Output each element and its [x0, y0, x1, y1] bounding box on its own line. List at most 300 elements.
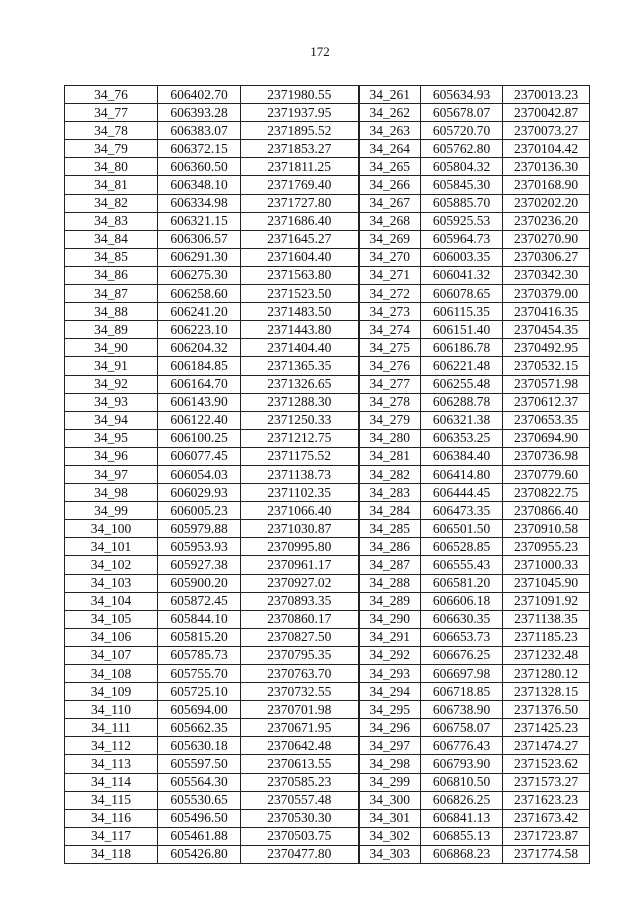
x-coordinate-cell: 606143.90 — [158, 393, 241, 411]
y-coordinate-cell: 2370642.48 — [241, 737, 359, 755]
y-coordinate-cell: 2371280.12 — [503, 665, 590, 683]
x-coordinate-cell: 606041.32 — [421, 266, 503, 284]
y-coordinate-cell: 2370042.87 — [503, 104, 590, 122]
point-id-cell: 34_282 — [359, 465, 421, 483]
y-coordinate-cell: 2370822.75 — [503, 484, 590, 502]
x-coordinate-cell: 606810.50 — [421, 773, 503, 791]
y-coordinate-cell: 2371232.48 — [503, 646, 590, 664]
y-coordinate-cell: 2370613.55 — [241, 755, 359, 773]
x-coordinate-cell: 606221.48 — [421, 357, 503, 375]
y-coordinate-cell: 2371288.30 — [241, 393, 359, 411]
y-coordinate-cell: 2371138.35 — [503, 610, 590, 628]
y-coordinate-cell: 2371404.40 — [241, 339, 359, 357]
x-coordinate-cell: 606321.15 — [158, 212, 241, 230]
y-coordinate-cell: 2371980.55 — [241, 86, 359, 104]
point-id-cell: 34_89 — [65, 321, 158, 339]
x-coordinate-cell: 605964.73 — [421, 230, 503, 248]
x-coordinate-cell: 605755.70 — [158, 665, 241, 683]
point-id-cell: 34_93 — [65, 393, 158, 411]
x-coordinate-cell: 606868.23 — [421, 845, 503, 863]
x-coordinate-cell: 606321.38 — [421, 411, 503, 429]
x-coordinate-cell: 605720.70 — [421, 122, 503, 140]
y-coordinate-cell: 2370571.98 — [503, 375, 590, 393]
x-coordinate-cell: 606697.98 — [421, 665, 503, 683]
table-row — [65, 773, 590, 791]
x-coordinate-cell: 606393.28 — [158, 104, 241, 122]
table-row — [65, 719, 590, 737]
x-coordinate-cell: 606054.03 — [158, 465, 241, 483]
y-coordinate-cell: 2371483.50 — [241, 303, 359, 321]
point-id-cell: 34_102 — [65, 556, 158, 574]
point-id-cell: 34_288 — [359, 574, 421, 592]
y-coordinate-cell: 2370795.35 — [241, 646, 359, 664]
table-row — [65, 86, 590, 104]
y-coordinate-cell: 2370866.40 — [503, 502, 590, 520]
point-id-cell: 34_103 — [65, 574, 158, 592]
x-coordinate-cell: 606186.78 — [421, 339, 503, 357]
y-coordinate-cell: 2371523.62 — [503, 755, 590, 773]
x-coordinate-cell: 606841.13 — [421, 809, 503, 827]
y-coordinate-cell: 2371328.15 — [503, 683, 590, 701]
x-coordinate-cell: 605844.10 — [158, 610, 241, 628]
point-id-cell: 34_297 — [359, 737, 421, 755]
x-coordinate-cell: 606473.35 — [421, 502, 503, 520]
y-coordinate-cell: 2370893.35 — [241, 592, 359, 610]
y-coordinate-cell: 2370827.50 — [241, 628, 359, 646]
y-coordinate-cell: 2371573.27 — [503, 773, 590, 791]
table-row — [65, 610, 590, 628]
x-coordinate-cell: 605900.20 — [158, 574, 241, 592]
x-coordinate-cell: 606122.40 — [158, 411, 241, 429]
x-coordinate-cell: 606078.65 — [421, 285, 503, 303]
x-coordinate-cell: 606255.48 — [421, 375, 503, 393]
point-id-cell: 34_266 — [359, 176, 421, 194]
point-id-cell: 34_272 — [359, 285, 421, 303]
point-id-cell: 34_91 — [65, 357, 158, 375]
x-coordinate-cell: 606414.80 — [421, 465, 503, 483]
y-coordinate-cell: 2371769.40 — [241, 176, 359, 194]
x-coordinate-cell: 606383.07 — [158, 122, 241, 140]
point-id-cell: 34_114 — [65, 773, 158, 791]
point-id-cell: 34_81 — [65, 176, 158, 194]
point-id-cell: 34_100 — [65, 520, 158, 538]
point-id-cell: 34_278 — [359, 393, 421, 411]
y-coordinate-cell: 2371250.33 — [241, 411, 359, 429]
table-row — [65, 104, 590, 122]
y-coordinate-cell: 2370202.20 — [503, 194, 590, 212]
table-row — [65, 502, 590, 520]
point-id-cell: 34_271 — [359, 266, 421, 284]
y-coordinate-cell: 2370653.35 — [503, 411, 590, 429]
x-coordinate-cell: 606444.45 — [421, 484, 503, 502]
y-coordinate-cell: 2370910.58 — [503, 520, 590, 538]
x-coordinate-cell: 605979.88 — [158, 520, 241, 538]
x-coordinate-cell: 606151.40 — [421, 321, 503, 339]
table-row — [65, 176, 590, 194]
y-coordinate-cell: 2370701.98 — [241, 701, 359, 719]
x-coordinate-cell: 606653.73 — [421, 628, 503, 646]
point-id-cell: 34_268 — [359, 212, 421, 230]
table-row — [65, 592, 590, 610]
point-id-cell: 34_280 — [359, 429, 421, 447]
x-coordinate-cell: 606855.13 — [421, 827, 503, 845]
y-coordinate-cell: 2371774.58 — [503, 845, 590, 863]
table-row — [65, 845, 590, 863]
y-coordinate-cell: 2371045.90 — [503, 574, 590, 592]
y-coordinate-cell: 2371727.80 — [241, 194, 359, 212]
y-coordinate-cell: 2370236.20 — [503, 212, 590, 230]
x-coordinate-cell: 606334.98 — [158, 194, 241, 212]
y-coordinate-cell: 2371604.40 — [241, 248, 359, 266]
point-id-cell: 34_95 — [65, 429, 158, 447]
y-coordinate-cell: 2371673.42 — [503, 809, 590, 827]
point-id-cell: 34_77 — [65, 104, 158, 122]
table-row — [65, 465, 590, 483]
point-id-cell: 34_90 — [65, 339, 158, 357]
table-row — [65, 484, 590, 502]
x-coordinate-cell: 606005.23 — [158, 502, 241, 520]
point-id-cell: 34_106 — [65, 628, 158, 646]
table-row — [65, 447, 590, 465]
point-id-cell: 34_86 — [65, 266, 158, 284]
point-id-cell: 34_270 — [359, 248, 421, 266]
x-coordinate-cell: 606223.10 — [158, 321, 241, 339]
x-coordinate-cell: 606384.40 — [421, 447, 503, 465]
y-coordinate-cell: 2370503.75 — [241, 827, 359, 845]
y-coordinate-cell: 2370073.27 — [503, 122, 590, 140]
y-coordinate-cell: 2371326.65 — [241, 375, 359, 393]
y-coordinate-cell: 2371212.75 — [241, 429, 359, 447]
point-id-cell: 34_105 — [65, 610, 158, 628]
y-coordinate-cell: 2370995.80 — [241, 538, 359, 556]
x-coordinate-cell: 605953.93 — [158, 538, 241, 556]
y-coordinate-cell: 2371523.50 — [241, 285, 359, 303]
point-id-cell: 34_118 — [65, 845, 158, 863]
point-id-cell: 34_113 — [65, 755, 158, 773]
y-coordinate-cell: 2371723.87 — [503, 827, 590, 845]
y-coordinate-cell: 2370136.30 — [503, 158, 590, 176]
x-coordinate-cell: 605804.32 — [421, 158, 503, 176]
x-coordinate-cell: 605845.30 — [421, 176, 503, 194]
point-id-cell: 34_99 — [65, 502, 158, 520]
point-id-cell: 34_263 — [359, 122, 421, 140]
point-id-cell: 34_115 — [65, 791, 158, 809]
table-row — [65, 194, 590, 212]
table-row — [65, 538, 590, 556]
y-coordinate-cell: 2370955.23 — [503, 538, 590, 556]
x-coordinate-cell: 606758.07 — [421, 719, 503, 737]
point-id-cell: 34_78 — [65, 122, 158, 140]
x-coordinate-cell: 606555.43 — [421, 556, 503, 574]
y-coordinate-cell: 2370342.30 — [503, 266, 590, 284]
point-id-cell: 34_302 — [359, 827, 421, 845]
point-id-cell: 34_261 — [359, 86, 421, 104]
table-row — [65, 122, 590, 140]
x-coordinate-cell: 605785.73 — [158, 646, 241, 664]
y-coordinate-cell: 2370270.90 — [503, 230, 590, 248]
y-coordinate-cell: 2370477.80 — [241, 845, 359, 863]
point-id-cell: 34_283 — [359, 484, 421, 502]
x-coordinate-cell: 606353.25 — [421, 429, 503, 447]
y-coordinate-cell: 2371030.87 — [241, 520, 359, 538]
x-coordinate-cell: 606826.25 — [421, 791, 503, 809]
x-coordinate-cell: 605461.88 — [158, 827, 241, 845]
point-id-cell: 34_290 — [359, 610, 421, 628]
y-coordinate-cell: 2370104.42 — [503, 140, 590, 158]
table-row — [65, 827, 590, 845]
y-coordinate-cell: 2370530.30 — [241, 809, 359, 827]
y-coordinate-cell: 2371425.23 — [503, 719, 590, 737]
y-coordinate-cell: 2371091.92 — [503, 592, 590, 610]
point-id-cell: 34_117 — [65, 827, 158, 845]
point-id-cell: 34_275 — [359, 339, 421, 357]
x-coordinate-cell: 606402.70 — [158, 86, 241, 104]
x-coordinate-cell: 606241.20 — [158, 303, 241, 321]
point-id-cell: 34_76 — [65, 86, 158, 104]
x-coordinate-cell: 606528.85 — [421, 538, 503, 556]
x-coordinate-cell: 605927.38 — [158, 556, 241, 574]
x-coordinate-cell: 606776.43 — [421, 737, 503, 755]
x-coordinate-cell: 606077.45 — [158, 447, 241, 465]
point-id-cell: 34_269 — [359, 230, 421, 248]
x-coordinate-cell: 605815.20 — [158, 628, 241, 646]
y-coordinate-cell: 2370763.70 — [241, 665, 359, 683]
x-coordinate-cell: 606164.70 — [158, 375, 241, 393]
point-id-cell: 34_291 — [359, 628, 421, 646]
x-coordinate-cell: 606100.25 — [158, 429, 241, 447]
x-coordinate-cell: 606606.18 — [421, 592, 503, 610]
point-id-cell: 34_273 — [359, 303, 421, 321]
table-row — [65, 339, 590, 357]
y-coordinate-cell: 2370732.55 — [241, 683, 359, 701]
y-coordinate-cell: 2370454.35 — [503, 321, 590, 339]
y-coordinate-cell: 2371365.35 — [241, 357, 359, 375]
x-coordinate-cell: 605426.80 — [158, 845, 241, 863]
y-coordinate-cell: 2370585.23 — [241, 773, 359, 791]
y-coordinate-cell: 2370927.02 — [241, 574, 359, 592]
point-id-cell: 34_286 — [359, 538, 421, 556]
x-coordinate-cell: 605496.50 — [158, 809, 241, 827]
y-coordinate-cell: 2370694.90 — [503, 429, 590, 447]
y-coordinate-cell: 2371623.23 — [503, 791, 590, 809]
point-id-cell: 34_274 — [359, 321, 421, 339]
table-row — [65, 230, 590, 248]
x-coordinate-cell: 605564.30 — [158, 773, 241, 791]
x-coordinate-cell: 605872.45 — [158, 592, 241, 610]
point-id-cell: 34_101 — [65, 538, 158, 556]
point-id-cell: 34_109 — [65, 683, 158, 701]
point-id-cell: 34_294 — [359, 683, 421, 701]
coordinates-table — [64, 85, 590, 864]
y-coordinate-cell: 2371138.73 — [241, 465, 359, 483]
y-coordinate-cell: 2370671.95 — [241, 719, 359, 737]
x-coordinate-cell: 605597.50 — [158, 755, 241, 773]
y-coordinate-cell: 2370736.98 — [503, 447, 590, 465]
table-row — [65, 411, 590, 429]
point-id-cell: 34_265 — [359, 158, 421, 176]
x-coordinate-cell: 606581.20 — [421, 574, 503, 592]
y-coordinate-cell: 2370306.27 — [503, 248, 590, 266]
y-coordinate-cell: 2371686.40 — [241, 212, 359, 230]
table-row — [65, 755, 590, 773]
point-id-cell: 34_289 — [359, 592, 421, 610]
table-row — [65, 737, 590, 755]
x-coordinate-cell: 606360.50 — [158, 158, 241, 176]
table-row — [65, 375, 590, 393]
table-row — [65, 683, 590, 701]
point-id-cell: 34_300 — [359, 791, 421, 809]
point-id-cell: 34_84 — [65, 230, 158, 248]
point-id-cell: 34_262 — [359, 104, 421, 122]
table-row — [65, 665, 590, 683]
point-id-cell: 34_111 — [65, 719, 158, 737]
y-coordinate-cell: 2370612.37 — [503, 393, 590, 411]
point-id-cell: 34_303 — [359, 845, 421, 863]
point-id-cell: 34_293 — [359, 665, 421, 683]
table-row — [65, 646, 590, 664]
x-coordinate-cell: 605925.53 — [421, 212, 503, 230]
y-coordinate-cell: 2370779.60 — [503, 465, 590, 483]
x-coordinate-cell: 606204.32 — [158, 339, 241, 357]
point-id-cell: 34_287 — [359, 556, 421, 574]
y-coordinate-cell: 2371000.33 — [503, 556, 590, 574]
y-coordinate-cell: 2370557.48 — [241, 791, 359, 809]
x-coordinate-cell: 606372.15 — [158, 140, 241, 158]
table-row — [65, 574, 590, 592]
table-row — [65, 321, 590, 339]
point-id-cell: 34_279 — [359, 411, 421, 429]
point-id-cell: 34_299 — [359, 773, 421, 791]
x-coordinate-cell: 606718.85 — [421, 683, 503, 701]
point-id-cell: 34_296 — [359, 719, 421, 737]
y-coordinate-cell: 2370492.95 — [503, 339, 590, 357]
point-id-cell: 34_97 — [65, 465, 158, 483]
y-coordinate-cell: 2370013.23 — [503, 86, 590, 104]
y-coordinate-cell: 2371853.27 — [241, 140, 359, 158]
y-coordinate-cell: 2370961.17 — [241, 556, 359, 574]
x-coordinate-cell: 606258.60 — [158, 285, 241, 303]
point-id-cell: 34_80 — [65, 158, 158, 176]
x-coordinate-cell: 606115.35 — [421, 303, 503, 321]
x-coordinate-cell: 605694.00 — [158, 701, 241, 719]
table-row — [65, 520, 590, 538]
point-id-cell: 34_79 — [65, 140, 158, 158]
table-row — [65, 556, 590, 574]
x-coordinate-cell: 605762.80 — [421, 140, 503, 158]
y-coordinate-cell: 2371175.52 — [241, 447, 359, 465]
y-coordinate-cell: 2371066.40 — [241, 502, 359, 520]
y-coordinate-cell: 2371645.27 — [241, 230, 359, 248]
point-id-cell: 34_295 — [359, 701, 421, 719]
table-row — [65, 285, 590, 303]
point-id-cell: 34_96 — [65, 447, 158, 465]
point-id-cell: 34_85 — [65, 248, 158, 266]
point-id-cell: 34_116 — [65, 809, 158, 827]
y-coordinate-cell: 2371937.95 — [241, 104, 359, 122]
table-row — [65, 791, 590, 809]
table-row — [65, 393, 590, 411]
table-row — [65, 303, 590, 321]
y-coordinate-cell: 2371102.35 — [241, 484, 359, 502]
point-id-cell: 34_298 — [359, 755, 421, 773]
point-id-cell: 34_110 — [65, 701, 158, 719]
x-coordinate-cell: 605678.07 — [421, 104, 503, 122]
y-coordinate-cell: 2371376.50 — [503, 701, 590, 719]
x-coordinate-cell: 606348.10 — [158, 176, 241, 194]
point-id-cell: 34_301 — [359, 809, 421, 827]
point-id-cell: 34_284 — [359, 502, 421, 520]
x-coordinate-cell: 606630.35 — [421, 610, 503, 628]
point-id-cell: 34_83 — [65, 212, 158, 230]
x-coordinate-cell: 606029.93 — [158, 484, 241, 502]
point-id-cell: 34_277 — [359, 375, 421, 393]
x-coordinate-cell: 605885.70 — [421, 194, 503, 212]
x-coordinate-cell: 606676.25 — [421, 646, 503, 664]
point-id-cell: 34_108 — [65, 665, 158, 683]
point-id-cell: 34_88 — [65, 303, 158, 321]
x-coordinate-cell: 606003.35 — [421, 248, 503, 266]
coordinates-table-body — [65, 86, 590, 864]
y-coordinate-cell: 2370416.35 — [503, 303, 590, 321]
x-coordinate-cell: 606306.57 — [158, 230, 241, 248]
x-coordinate-cell: 605634.93 — [421, 86, 503, 104]
x-coordinate-cell: 606501.50 — [421, 520, 503, 538]
x-coordinate-cell: 606288.78 — [421, 393, 503, 411]
y-coordinate-cell: 2371474.27 — [503, 737, 590, 755]
table-row — [65, 158, 590, 176]
table-row — [65, 628, 590, 646]
point-id-cell: 34_82 — [65, 194, 158, 212]
point-id-cell: 34_92 — [65, 375, 158, 393]
point-id-cell: 34_292 — [359, 646, 421, 664]
table-row — [65, 701, 590, 719]
y-coordinate-cell: 2370860.17 — [241, 610, 359, 628]
table-row — [65, 809, 590, 827]
table-row — [65, 429, 590, 447]
y-coordinate-cell: 2371443.80 — [241, 321, 359, 339]
table-row — [65, 140, 590, 158]
y-coordinate-cell: 2371185.23 — [503, 628, 590, 646]
y-coordinate-cell: 2370532.15 — [503, 357, 590, 375]
table-row — [65, 357, 590, 375]
point-id-cell: 34_281 — [359, 447, 421, 465]
y-coordinate-cell: 2371895.52 — [241, 122, 359, 140]
y-coordinate-cell: 2370168.90 — [503, 176, 590, 194]
point-id-cell: 34_98 — [65, 484, 158, 502]
point-id-cell: 34_112 — [65, 737, 158, 755]
y-coordinate-cell: 2371563.80 — [241, 266, 359, 284]
page-number: 172 — [310, 44, 330, 59]
y-coordinate-cell: 2371811.25 — [241, 158, 359, 176]
x-coordinate-cell: 606275.30 — [158, 266, 241, 284]
x-coordinate-cell: 605530.65 — [158, 791, 241, 809]
point-id-cell: 34_285 — [359, 520, 421, 538]
x-coordinate-cell: 606184.85 — [158, 357, 241, 375]
x-coordinate-cell: 605630.18 — [158, 737, 241, 755]
point-id-cell: 34_87 — [65, 285, 158, 303]
x-coordinate-cell: 606793.90 — [421, 755, 503, 773]
point-id-cell: 34_104 — [65, 592, 158, 610]
table-row — [65, 248, 590, 266]
x-coordinate-cell: 606291.30 — [158, 248, 241, 266]
table-row — [65, 266, 590, 284]
point-id-cell: 34_107 — [65, 646, 158, 664]
point-id-cell: 34_94 — [65, 411, 158, 429]
x-coordinate-cell: 605725.10 — [158, 683, 241, 701]
x-coordinate-cell: 605662.35 — [158, 719, 241, 737]
point-id-cell: 34_264 — [359, 140, 421, 158]
point-id-cell: 34_267 — [359, 194, 421, 212]
